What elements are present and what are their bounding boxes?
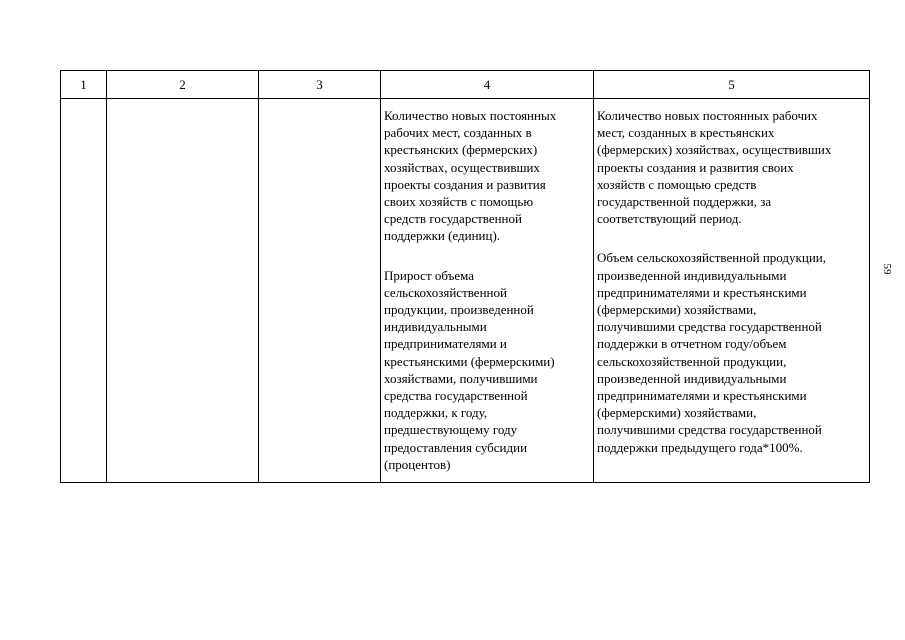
text-line: сельскохозяйственной — [384, 284, 507, 300]
text-line: сельскохозяйственной продукции, — [597, 353, 787, 369]
page-number: 59 — [881, 263, 893, 275]
text-line: хозяйств с помощью средств — [597, 176, 757, 192]
text-line: хозяйствах, осуществивших — [384, 159, 540, 175]
indicators-table — [60, 70, 870, 483]
text-line: предоставления субсидии — [384, 439, 528, 455]
text-line: государственной поддержки, за — [597, 194, 772, 210]
text-line: средств государственной — [384, 211, 522, 227]
text-line: Прирост объема — [384, 267, 475, 283]
cell-calculation — [594, 99, 870, 483]
text-line: проекты создания и развития своих — [597, 159, 794, 175]
header-cell-3: 3 — [259, 71, 381, 99]
header-cell-1: 1 — [61, 71, 107, 99]
cell-col1 — [61, 99, 107, 483]
text-line: предшествующему году — [384, 422, 518, 438]
text-line: (фермерскими) хозяйствами, — [597, 405, 757, 421]
text-line: произведенной индивидуальными — [597, 267, 787, 283]
text-line: поддержки (единиц). — [384, 228, 501, 244]
text-line: своих хозяйств с помощью — [384, 194, 534, 210]
text-line: получившими средства государственной — [597, 319, 822, 335]
text-line: поддержки, к году, — [384, 405, 488, 421]
indicator-production-growth-text — [384, 267, 590, 473]
table-row — [61, 99, 870, 483]
header-cell-2: 2 — [107, 71, 259, 99]
text-line: крестьянских (фермерских) — [384, 142, 538, 158]
text-line: хозяйствами, получившими — [384, 370, 538, 386]
text-line: предпринимателями и крестьянскими — [597, 284, 807, 300]
text-line: Количество новых постоянных — [384, 108, 557, 123]
text-line: Количество новых постоянных рабочих — [597, 108, 818, 123]
text-line: продукции, произведенной — [384, 302, 534, 318]
text-line: средства государственной — [384, 388, 528, 404]
indicator-jobs-text — [384, 107, 590, 245]
calculation-jobs-text — [597, 107, 866, 227]
text-line: соответствующий период. — [597, 211, 742, 227]
text-line: предпринимателями и — [384, 336, 507, 352]
text-line: мест, созданных в крестьянских — [597, 125, 775, 141]
text-line: (фермерских) хозяйствах, осуществивших — [597, 142, 832, 158]
text-line: поддержки предыдущего года*100%. — [597, 439, 803, 455]
text-line: получившими средства государственной — [597, 422, 822, 438]
text-line: индивидуальными — [384, 319, 487, 335]
header-cell-4: 4 — [381, 71, 594, 99]
calculation-production-text — [597, 249, 866, 455]
text-line: (процентов) — [384, 456, 451, 472]
text-line: крестьянскими (фермерскими) — [384, 353, 555, 369]
cell-indicator — [381, 99, 594, 483]
text-line: Объем сельскохозяйственной продукции, — [597, 250, 826, 266]
cell-col2 — [107, 99, 259, 483]
text-line: проекты создания и развития — [384, 176, 546, 192]
text-line: произведенной индивидуальными — [597, 370, 787, 386]
cell-col3 — [259, 99, 381, 483]
text-line: предпринимателями и крестьянскими — [597, 388, 807, 404]
text-line: поддержки в отчетном году/объем — [597, 336, 787, 352]
table-header-row — [61, 71, 870, 99]
text-line: (фермерскими) хозяйствами, — [597, 302, 757, 318]
text-line: рабочих мест, созданных в — [384, 125, 532, 141]
header-cell-5: 5 — [594, 71, 870, 99]
